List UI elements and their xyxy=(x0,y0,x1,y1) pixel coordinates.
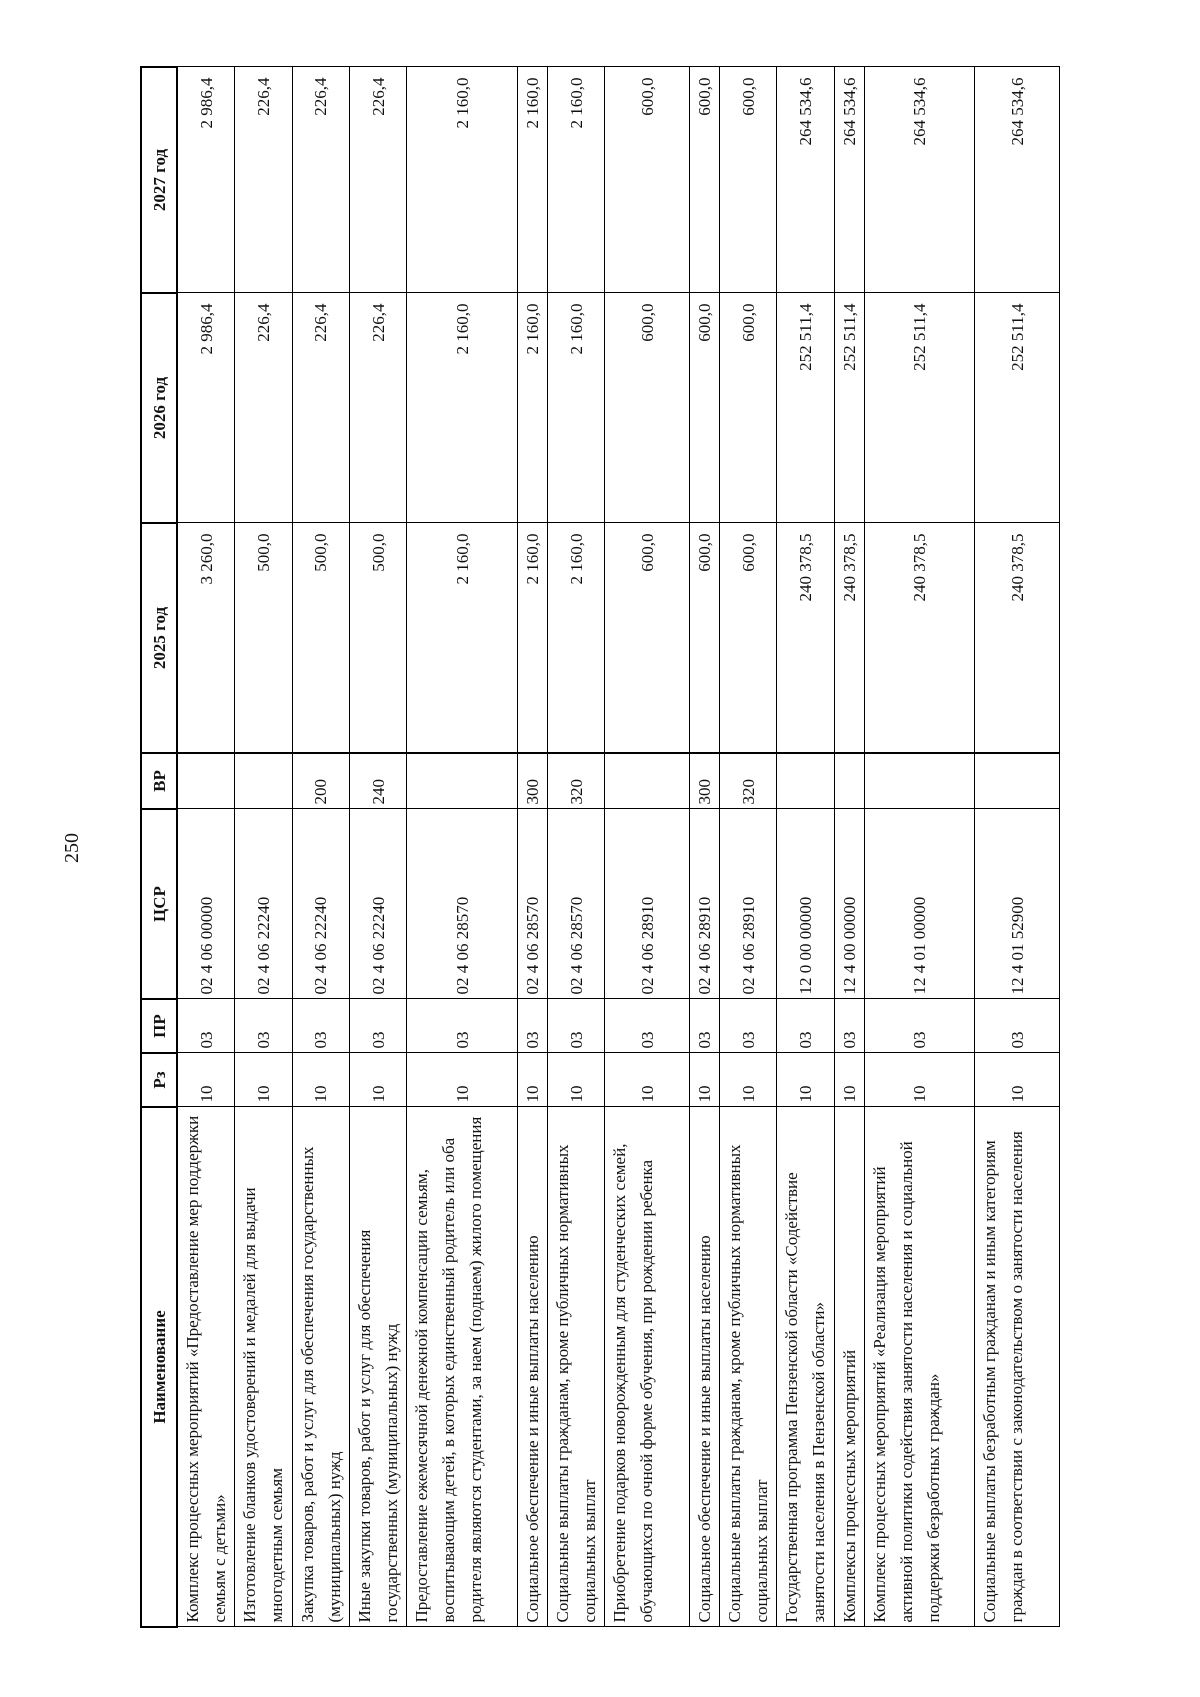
cell-pr: 03 xyxy=(777,999,834,1053)
header-2025: 2025 год xyxy=(141,523,177,753)
header-csr: ЦСР xyxy=(141,809,177,999)
cell-csr: 02 4 06 28570 xyxy=(517,809,547,999)
cell-rz: 10 xyxy=(292,1053,349,1107)
cell-2027: 600,0 xyxy=(689,67,719,293)
table-row xyxy=(349,67,406,1627)
cell-vr xyxy=(407,753,518,809)
table-row xyxy=(517,67,547,1627)
cell-name: Изготовление бланков удостоверений и медалей для выдачи многодетным семьям xyxy=(235,1107,292,1627)
cell-csr: 12 4 01 52900 xyxy=(975,809,1060,999)
cell-rz: 10 xyxy=(689,1053,719,1107)
table-row xyxy=(689,67,719,1627)
cell-name: Закупка товаров, работ и услуг для обеспечения государственных (муниципальных) нужд xyxy=(292,1107,349,1627)
table-row xyxy=(235,67,292,1627)
cell-rz: 10 xyxy=(864,1053,975,1107)
cell-2025: 240 378,5 xyxy=(834,523,864,753)
cell-csr: 02 4 06 00000 xyxy=(177,809,235,999)
cell-csr: 02 4 06 28910 xyxy=(689,809,719,999)
cell-name: Приобретение подарков новорожденным для студенческих семей, обучающихся по очной форме обучения, при рождении ребенка xyxy=(605,1107,689,1627)
table-row xyxy=(177,67,235,1627)
cell-vr xyxy=(975,753,1060,809)
cell-2026: 252 511,4 xyxy=(864,293,975,523)
cell-2027: 2 160,0 xyxy=(517,67,547,293)
cell-csr: 02 4 06 28570 xyxy=(407,809,518,999)
cell-name: Комплексы процессных мероприятий xyxy=(834,1107,864,1627)
header-vr: ВР xyxy=(141,753,177,809)
cell-name: Социальные выплаты гражданам, кроме публичных нормативных социальных выплат xyxy=(548,1107,605,1627)
cell-2025: 2 160,0 xyxy=(548,523,605,753)
cell-name: Социальные выплаты безработным гражданам и иным категориям граждан в соответствии с законодательством о занятости населения xyxy=(975,1107,1060,1627)
cell-2027: 264 534,6 xyxy=(834,67,864,293)
cell-2027: 226,4 xyxy=(235,67,292,293)
budget-table xyxy=(140,66,1060,1628)
cell-pr: 03 xyxy=(407,999,518,1053)
cell-name: Предоставление ежемесячной денежной компенсации семьям, воспитывающим детей, в которых единственный родитель или оба родителя являются студентами, за наем (поднаем) жилого помещения xyxy=(407,1107,518,1627)
cell-2025: 600,0 xyxy=(719,523,776,753)
cell-2026: 252 511,4 xyxy=(777,293,834,523)
cell-2027: 264 534,6 xyxy=(777,67,834,293)
table-row xyxy=(834,67,864,1627)
rotated-page-content xyxy=(140,68,1060,1628)
cell-rz: 10 xyxy=(349,1053,406,1107)
cell-2027: 600,0 xyxy=(605,67,689,293)
cell-rz: 10 xyxy=(177,1053,235,1107)
cell-2026: 2 986,4 xyxy=(177,293,235,523)
cell-csr: 02 4 06 28570 xyxy=(548,809,605,999)
cell-2027: 2 160,0 xyxy=(548,67,605,293)
cell-vr xyxy=(605,753,689,809)
cell-vr xyxy=(777,753,834,809)
cell-pr: 03 xyxy=(517,999,547,1053)
cell-csr: 02 4 06 28910 xyxy=(719,809,776,999)
cell-2027: 264 534,6 xyxy=(864,67,975,293)
cell-csr: 02 4 06 22240 xyxy=(235,809,292,999)
cell-2027: 600,0 xyxy=(719,67,776,293)
cell-2026: 226,4 xyxy=(235,293,292,523)
cell-name: Комплекс процессных мероприятий «Предоставление мер поддержки семьям с детьми» xyxy=(177,1107,235,1627)
table-row xyxy=(605,67,689,1627)
cell-2025: 500,0 xyxy=(292,523,349,753)
cell-rz: 10 xyxy=(605,1053,689,1107)
cell-2025: 240 378,5 xyxy=(864,523,975,753)
cell-vr xyxy=(177,753,235,809)
table-row xyxy=(777,67,834,1627)
cell-csr: 12 0 00 00000 xyxy=(777,809,834,999)
cell-2026: 252 511,4 xyxy=(834,293,864,523)
cell-2026: 226,4 xyxy=(292,293,349,523)
cell-2025: 2 160,0 xyxy=(517,523,547,753)
cell-vr xyxy=(834,753,864,809)
cell-name: Комплекс процессных мероприятий «Реализация мероприятий активной политики содействия занятости населения и социальной поддержки безработных граждан» xyxy=(864,1107,975,1627)
cell-csr: 02 4 06 22240 xyxy=(349,809,406,999)
cell-pr: 03 xyxy=(864,999,975,1053)
cell-pr: 03 xyxy=(349,999,406,1053)
table-row xyxy=(292,67,349,1627)
cell-rz: 10 xyxy=(975,1053,1060,1107)
cell-csr: 12 4 01 00000 xyxy=(864,809,975,999)
cell-rz: 10 xyxy=(719,1053,776,1107)
cell-vr: 200 xyxy=(292,753,349,809)
header-2027: 2027 год xyxy=(141,67,177,293)
cell-rz: 10 xyxy=(235,1053,292,1107)
cell-csr: 02 4 06 28910 xyxy=(605,809,689,999)
cell-pr: 03 xyxy=(605,999,689,1053)
header-2026: 2026 год xyxy=(141,293,177,523)
cell-2025: 600,0 xyxy=(605,523,689,753)
cell-pr: 03 xyxy=(548,999,605,1053)
cell-2026: 2 160,0 xyxy=(517,293,547,523)
cell-2027: 2 986,4 xyxy=(177,67,235,293)
cell-pr: 03 xyxy=(834,999,864,1053)
cell-2025: 240 378,5 xyxy=(975,523,1060,753)
cell-2025: 500,0 xyxy=(349,523,406,753)
cell-name: Социальные выплаты гражданам, кроме публичных нормативных социальных выплат xyxy=(719,1107,776,1627)
cell-rz: 10 xyxy=(517,1053,547,1107)
cell-vr: 320 xyxy=(719,753,776,809)
cell-2026: 226,4 xyxy=(349,293,406,523)
page-number: 250 xyxy=(61,833,83,863)
header-pr: ПР xyxy=(141,999,177,1053)
cell-rz: 10 xyxy=(548,1053,605,1107)
cell-name: Социальное обеспечение и иные выплаты населению xyxy=(517,1107,547,1627)
cell-pr: 03 xyxy=(719,999,776,1053)
cell-2026: 600,0 xyxy=(689,293,719,523)
cell-2027: 2 160,0 xyxy=(407,67,518,293)
cell-rz: 10 xyxy=(834,1053,864,1107)
cell-csr: 02 4 06 22240 xyxy=(292,809,349,999)
cell-2026: 252 511,4 xyxy=(975,293,1060,523)
cell-pr: 03 xyxy=(689,999,719,1053)
cell-2025: 240 378,5 xyxy=(777,523,834,753)
cell-2027: 264 534,6 xyxy=(975,67,1060,293)
cell-2026: 600,0 xyxy=(719,293,776,523)
cell-rz: 10 xyxy=(777,1053,834,1107)
table-row xyxy=(719,67,776,1627)
cell-2025: 2 160,0 xyxy=(407,523,518,753)
cell-2026: 2 160,0 xyxy=(548,293,605,523)
cell-vr: 240 xyxy=(349,753,406,809)
cell-vr xyxy=(864,753,975,809)
cell-pr: 03 xyxy=(292,999,349,1053)
cell-2025: 3 260,0 xyxy=(177,523,235,753)
table-header-row xyxy=(141,67,177,1627)
cell-2026: 600,0 xyxy=(605,293,689,523)
table-row xyxy=(407,67,518,1627)
cell-name: Социальное обеспечение и иные выплаты населению xyxy=(689,1107,719,1627)
cell-pr: 03 xyxy=(177,999,235,1053)
cell-pr: 03 xyxy=(975,999,1060,1053)
cell-name: Иные закупки товаров, работ и услуг для обеспечения государственных (муниципальных) нужд xyxy=(349,1107,406,1627)
table-row xyxy=(975,67,1060,1627)
cell-rz: 10 xyxy=(407,1053,518,1107)
header-rz: Рз xyxy=(141,1053,177,1107)
table-row xyxy=(864,67,975,1627)
cell-2026: 2 160,0 xyxy=(407,293,518,523)
cell-vr xyxy=(235,753,292,809)
cell-2025: 600,0 xyxy=(689,523,719,753)
cell-vr: 300 xyxy=(517,753,547,809)
cell-csr: 12 4 00 00000 xyxy=(834,809,864,999)
cell-pr: 03 xyxy=(235,999,292,1053)
cell-2027: 226,4 xyxy=(349,67,406,293)
cell-vr: 320 xyxy=(548,753,605,809)
table-body xyxy=(177,67,1060,1627)
cell-vr: 300 xyxy=(689,753,719,809)
header-name: Наименование xyxy=(141,1107,177,1627)
cell-2027: 226,4 xyxy=(292,67,349,293)
table-row xyxy=(548,67,605,1627)
cell-name: Государственная программа Пензенской области «Содействие занятости населения в Пензенской области» xyxy=(777,1107,834,1627)
cell-2025: 500,0 xyxy=(235,523,292,753)
